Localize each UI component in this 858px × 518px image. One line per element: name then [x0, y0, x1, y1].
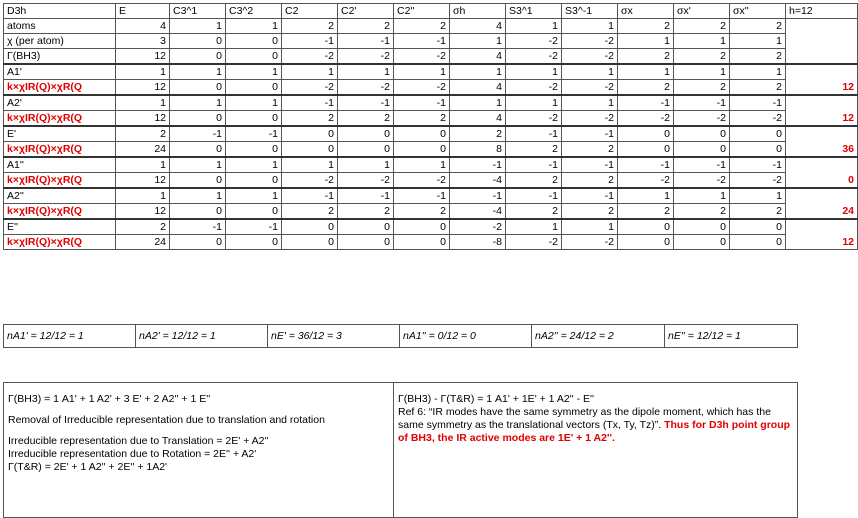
product-row — [4, 111, 858, 127]
value-cell: 2 — [618, 19, 674, 34]
value-cell: 1 — [506, 19, 562, 34]
header-cell: σx' — [674, 4, 730, 19]
char-cell: 1 — [450, 64, 506, 80]
n-value-epp: nE'' = 12/12 = 1 — [665, 325, 798, 348]
char-cell: 0 — [394, 219, 450, 235]
product-cell: 0 — [618, 235, 674, 250]
char-cell: 0 — [282, 126, 338, 142]
product-cell: -2 — [338, 80, 394, 96]
char-cell: -1 — [730, 95, 786, 111]
product-label: k×χIR(Q)×χR(Q — [4, 142, 116, 158]
header-cell: S3^-1 — [562, 4, 618, 19]
value-cell: 2 — [618, 49, 674, 65]
product-cell: 0 — [282, 235, 338, 250]
product-cell: 2 — [562, 173, 618, 189]
char-cell: 1 — [116, 95, 170, 111]
removal-note: Removal of Irreducible representation due to translation and rotation — [8, 414, 325, 426]
product-cell: 12 — [116, 173, 170, 189]
char-cell: 0 — [338, 126, 394, 142]
table-row — [4, 34, 858, 49]
product-cell: -2 — [562, 80, 618, 96]
value-cell: 4 — [450, 19, 506, 34]
h-cell-blank — [786, 219, 858, 235]
product-cell: 0 — [170, 204, 226, 220]
product-cell: -2 — [506, 111, 562, 127]
value-cell: 4 — [450, 49, 506, 65]
product-cell: 2 — [730, 204, 786, 220]
product-cell: 2 — [730, 80, 786, 96]
product-cell: 2 — [618, 80, 674, 96]
product-cell: -2 — [394, 173, 450, 189]
product-cell: 0 — [170, 111, 226, 127]
char-cell: 0 — [338, 219, 394, 235]
h-sum-cell: 36 — [786, 142, 858, 158]
product-label: k×χIR(Q)×χR(Q — [4, 80, 116, 96]
char-cell: 1 — [394, 157, 450, 173]
value-cell: 2 — [394, 19, 450, 34]
irrep-label: A2' — [4, 95, 116, 111]
char-cell: 1 — [562, 219, 618, 235]
product-cell: 0 — [674, 235, 730, 250]
h-cell-blank — [786, 126, 858, 142]
header-row — [4, 4, 858, 19]
char-cell: 1 — [282, 64, 338, 80]
product-cell: -2 — [618, 111, 674, 127]
value-cell: 0 — [226, 49, 282, 65]
vibrational-modes: Γ(BH3) - Γ(T&R) = 1 A1' + 1E' + 1 A2'' - E'' — [398, 393, 595, 405]
char-cell: 1 — [618, 64, 674, 80]
char-cell: 1 — [730, 188, 786, 204]
product-cell: 0 — [170, 142, 226, 158]
h-sum-cell: 12 — [786, 111, 858, 127]
value-cell: 2 — [730, 19, 786, 34]
char-cell: 0 — [674, 219, 730, 235]
product-cell: 0 — [338, 235, 394, 250]
product-cell: -2 — [730, 173, 786, 189]
value-cell: 2 — [730, 49, 786, 65]
char-cell: 1 — [506, 95, 562, 111]
char-cell: 1 — [674, 188, 730, 204]
value-cell: 0 — [170, 34, 226, 49]
summary-table — [3, 382, 798, 518]
character-table — [3, 3, 858, 250]
char-cell: 1 — [226, 95, 282, 111]
product-row — [4, 142, 858, 158]
char-cell: -1 — [394, 188, 450, 204]
char-cell: 1 — [730, 64, 786, 80]
product-cell: 0 — [338, 142, 394, 158]
product-cell: 4 — [450, 111, 506, 127]
char-cell: 1 — [226, 157, 282, 173]
value-cell: 0 — [226, 34, 282, 49]
char-cell: 0 — [394, 126, 450, 142]
char-cell: -1 — [282, 95, 338, 111]
header-cell: h=12 — [786, 4, 858, 19]
summary-right — [394, 383, 798, 518]
product-cell: -2 — [674, 173, 730, 189]
product-cell: 2 — [562, 142, 618, 158]
reference-text: Ref 6: “IR modes have the same symmetry as the dipole moment, which has the same symmetry as the translational vectors (Tx, Ty, Tz)”. — [398, 406, 771, 431]
char-cell: 1 — [506, 219, 562, 235]
value-cell: 1 — [674, 34, 730, 49]
product-cell: 0 — [226, 173, 282, 189]
h-cell-blank — [786, 95, 858, 111]
product-cell: 24 — [116, 235, 170, 250]
char-cell: 1 — [170, 64, 226, 80]
irrep-label: E'' — [4, 219, 116, 235]
product-cell: -2 — [730, 111, 786, 127]
product-cell: 12 — [116, 111, 170, 127]
char-cell: 0 — [282, 219, 338, 235]
product-cell: 0 — [170, 173, 226, 189]
rotation-irrep: Irreducible representation due to Rotation = 2E'' + A2' — [8, 448, 257, 460]
value-cell: -2 — [282, 49, 338, 65]
char-cell: 1 — [226, 64, 282, 80]
irrep-label: A1' — [4, 64, 116, 80]
header-cell: σx — [618, 4, 674, 19]
product-cell: 2 — [674, 204, 730, 220]
char-cell: 1 — [450, 95, 506, 111]
gamma-bh3-decomposition: Γ(BH3) = 1 A1' + 1 A2' + 3 E' + 2 A2'' + 1 E'' — [8, 393, 211, 405]
char-cell: 0 — [674, 126, 730, 142]
char-cell: -1 — [618, 157, 674, 173]
char-cell: -1 — [226, 219, 282, 235]
product-cell: 2 — [338, 111, 394, 127]
row-label: χ (per atom) — [4, 34, 116, 49]
h-cell — [786, 19, 858, 34]
h-cell — [786, 49, 858, 65]
n-value-a2p: nA2' = 12/12 = 1 — [136, 325, 268, 348]
header-cell: C2' — [338, 4, 394, 19]
h-sum-cell: 24 — [786, 204, 858, 220]
char-cell: -1 — [170, 126, 226, 142]
char-cell: -1 — [450, 188, 506, 204]
char-cell: 1 — [674, 64, 730, 80]
char-cell: 0 — [730, 219, 786, 235]
n-value-ep: nE' = 36/12 = 3 — [268, 325, 400, 348]
value-cell: 0 — [170, 49, 226, 65]
char-cell: 1 — [282, 157, 338, 173]
value-cell: 2 — [338, 19, 394, 34]
value-cell: 1 — [226, 19, 282, 34]
product-cell: 12 — [116, 80, 170, 96]
irrep-label: E' — [4, 126, 116, 142]
product-cell: 2 — [506, 204, 562, 220]
value-cell: -2 — [562, 49, 618, 65]
product-cell: -2 — [338, 173, 394, 189]
product-cell: 0 — [226, 80, 282, 96]
product-cell: 2 — [282, 204, 338, 220]
product-cell: 0 — [170, 80, 226, 96]
product-cell: 0 — [226, 142, 282, 158]
product-cell: 0 — [618, 142, 674, 158]
char-cell: 1 — [506, 64, 562, 80]
product-cell: -2 — [282, 173, 338, 189]
char-cell: -1 — [506, 157, 562, 173]
char-cell: -1 — [562, 126, 618, 142]
product-cell: 0 — [730, 235, 786, 250]
product-cell: -2 — [674, 111, 730, 127]
char-cell: -1 — [506, 188, 562, 204]
char-cell: 1 — [338, 157, 394, 173]
product-cell: 2 — [506, 173, 562, 189]
value-cell: 1 — [730, 34, 786, 49]
product-cell: -2 — [618, 173, 674, 189]
h-sum-cell: 12 — [786, 80, 858, 96]
value-cell: 12 — [116, 49, 170, 65]
value-cell: -1 — [282, 34, 338, 49]
product-cell: 0 — [226, 235, 282, 250]
h-cell — [786, 34, 858, 49]
irrep-row — [4, 219, 858, 235]
char-cell: -1 — [170, 219, 226, 235]
header-cell: D3h — [4, 4, 116, 19]
value-cell: 4 — [116, 19, 170, 34]
char-cell: 0 — [618, 126, 674, 142]
char-cell: -1 — [338, 95, 394, 111]
product-cell: 12 — [116, 204, 170, 220]
reference-quote — [398, 406, 793, 445]
product-cell: -4 — [450, 204, 506, 220]
product-row — [4, 80, 858, 96]
n-value-a1pp: nA1'' = 0/12 = 0 — [400, 325, 532, 348]
product-row — [4, 204, 858, 220]
char-cell: 0 — [730, 126, 786, 142]
product-cell: 0 — [170, 235, 226, 250]
char-cell: -2 — [450, 219, 506, 235]
header-cell: σh — [450, 4, 506, 19]
n-value-a1p: nA1' = 12/12 = 1 — [4, 325, 136, 348]
char-cell: 1 — [394, 64, 450, 80]
header-cell: C2'' — [394, 4, 450, 19]
char-cell: -1 — [562, 188, 618, 204]
char-cell: -1 — [450, 157, 506, 173]
value-cell: -2 — [562, 34, 618, 49]
char-cell: 1 — [562, 95, 618, 111]
product-cell: 0 — [226, 204, 282, 220]
product-cell: -2 — [562, 111, 618, 127]
h-cell-blank — [786, 157, 858, 173]
row-label: atoms — [4, 19, 116, 34]
irrep-row — [4, 157, 858, 173]
value-cell: 2 — [674, 19, 730, 34]
product-cell: 2 — [618, 204, 674, 220]
irrep-label: A2'' — [4, 188, 116, 204]
char-cell: 1 — [170, 95, 226, 111]
char-cell: 1 — [562, 64, 618, 80]
header-cell: C3^2 — [226, 4, 282, 19]
value-cell: 2 — [282, 19, 338, 34]
value-cell: -1 — [394, 34, 450, 49]
header-cell: S3^1 — [506, 4, 562, 19]
char-cell: -1 — [394, 95, 450, 111]
value-cell: -2 — [506, 49, 562, 65]
char-cell: 1 — [170, 157, 226, 173]
char-cell: -1 — [562, 157, 618, 173]
char-cell: 1 — [116, 64, 170, 80]
char-cell: 1 — [618, 188, 674, 204]
product-cell: -2 — [506, 235, 562, 250]
product-cell: 2 — [674, 80, 730, 96]
h-sum-cell: 12 — [786, 235, 858, 250]
value-cell: 1 — [170, 19, 226, 34]
product-cell: -2 — [282, 80, 338, 96]
product-cell: 8 — [450, 142, 506, 158]
product-cell: -4 — [450, 173, 506, 189]
product-label: k×χIR(Q)×χR(Q — [4, 111, 116, 127]
translation-irrep: Irreducible representation due to Translation = 2E' + A2'' — [8, 435, 269, 447]
product-cell: -8 — [450, 235, 506, 250]
product-cell: -2 — [394, 80, 450, 96]
char-cell: 0 — [618, 219, 674, 235]
h-cell-blank — [786, 188, 858, 204]
char-cell: 2 — [116, 126, 170, 142]
value-cell: 1 — [562, 19, 618, 34]
char-cell: 2 — [450, 126, 506, 142]
value-cell: 3 — [116, 34, 170, 49]
product-label: k×χIR(Q)×χR(Q — [4, 235, 116, 250]
irrep-row — [4, 64, 858, 80]
char-cell: -1 — [338, 188, 394, 204]
product-cell: 0 — [394, 235, 450, 250]
row-label: Γ(BH3) — [4, 49, 116, 65]
char-cell: -1 — [282, 188, 338, 204]
irrep-row — [4, 126, 858, 142]
header-cell: C2 — [282, 4, 338, 19]
table-row — [4, 49, 858, 65]
value-cell: 1 — [450, 34, 506, 49]
n-values-row — [3, 324, 798, 348]
product-cell: 2 — [394, 204, 450, 220]
product-cell: 0 — [674, 142, 730, 158]
product-label: k×χIR(Q)×χR(Q — [4, 173, 116, 189]
product-cell: 2 — [562, 204, 618, 220]
product-cell: 0 — [394, 142, 450, 158]
char-cell: -1 — [506, 126, 562, 142]
h-sum-cell: 0 — [786, 173, 858, 189]
value-cell: -2 — [338, 49, 394, 65]
product-cell: 0 — [226, 111, 282, 127]
char-cell: 1 — [116, 188, 170, 204]
n-value-a2pp: nA2'' = 24/12 = 2 — [532, 325, 665, 348]
header-cell: σx'' — [730, 4, 786, 19]
value-cell: -2 — [394, 49, 450, 65]
value-cell: 2 — [674, 49, 730, 65]
product-label: k×χIR(Q)×χR(Q — [4, 204, 116, 220]
char-cell: -1 — [674, 95, 730, 111]
char-cell: -1 — [674, 157, 730, 173]
value-cell: 1 — [618, 34, 674, 49]
product-cell: 2 — [282, 111, 338, 127]
header-cell: C3^1 — [170, 4, 226, 19]
char-cell: 1 — [338, 64, 394, 80]
value-cell: -1 — [338, 34, 394, 49]
h-cell-blank — [786, 64, 858, 80]
table-row — [4, 19, 858, 34]
product-cell: 2 — [338, 204, 394, 220]
product-cell: 2 — [506, 142, 562, 158]
char-cell: 1 — [116, 157, 170, 173]
product-cell: 0 — [730, 142, 786, 158]
irrep-label: A1'' — [4, 157, 116, 173]
char-cell: 1 — [170, 188, 226, 204]
char-cell: -1 — [618, 95, 674, 111]
product-row — [4, 235, 858, 250]
product-cell: 24 — [116, 142, 170, 158]
product-cell: 2 — [394, 111, 450, 127]
product-cell: 4 — [450, 80, 506, 96]
char-cell: 2 — [116, 219, 170, 235]
product-row — [4, 173, 858, 189]
char-cell: 1 — [226, 188, 282, 204]
value-cell: -2 — [506, 34, 562, 49]
irrep-row — [4, 188, 858, 204]
product-cell: -2 — [506, 80, 562, 96]
product-cell: -2 — [562, 235, 618, 250]
summary-left — [4, 383, 394, 518]
irrep-row — [4, 95, 858, 111]
gamma-tr: Γ(T&R) = 2E' + 1 A2'' + 2E'' + 1A2' — [8, 461, 168, 473]
header-cell: E — [116, 4, 170, 19]
product-cell: 0 — [282, 142, 338, 158]
char-cell: -1 — [730, 157, 786, 173]
char-cell: -1 — [226, 126, 282, 142]
ir-active-conclusion: Thus for D3h point group of BH3, the IR active modes are 1E' + 1 A2''. — [398, 419, 791, 444]
